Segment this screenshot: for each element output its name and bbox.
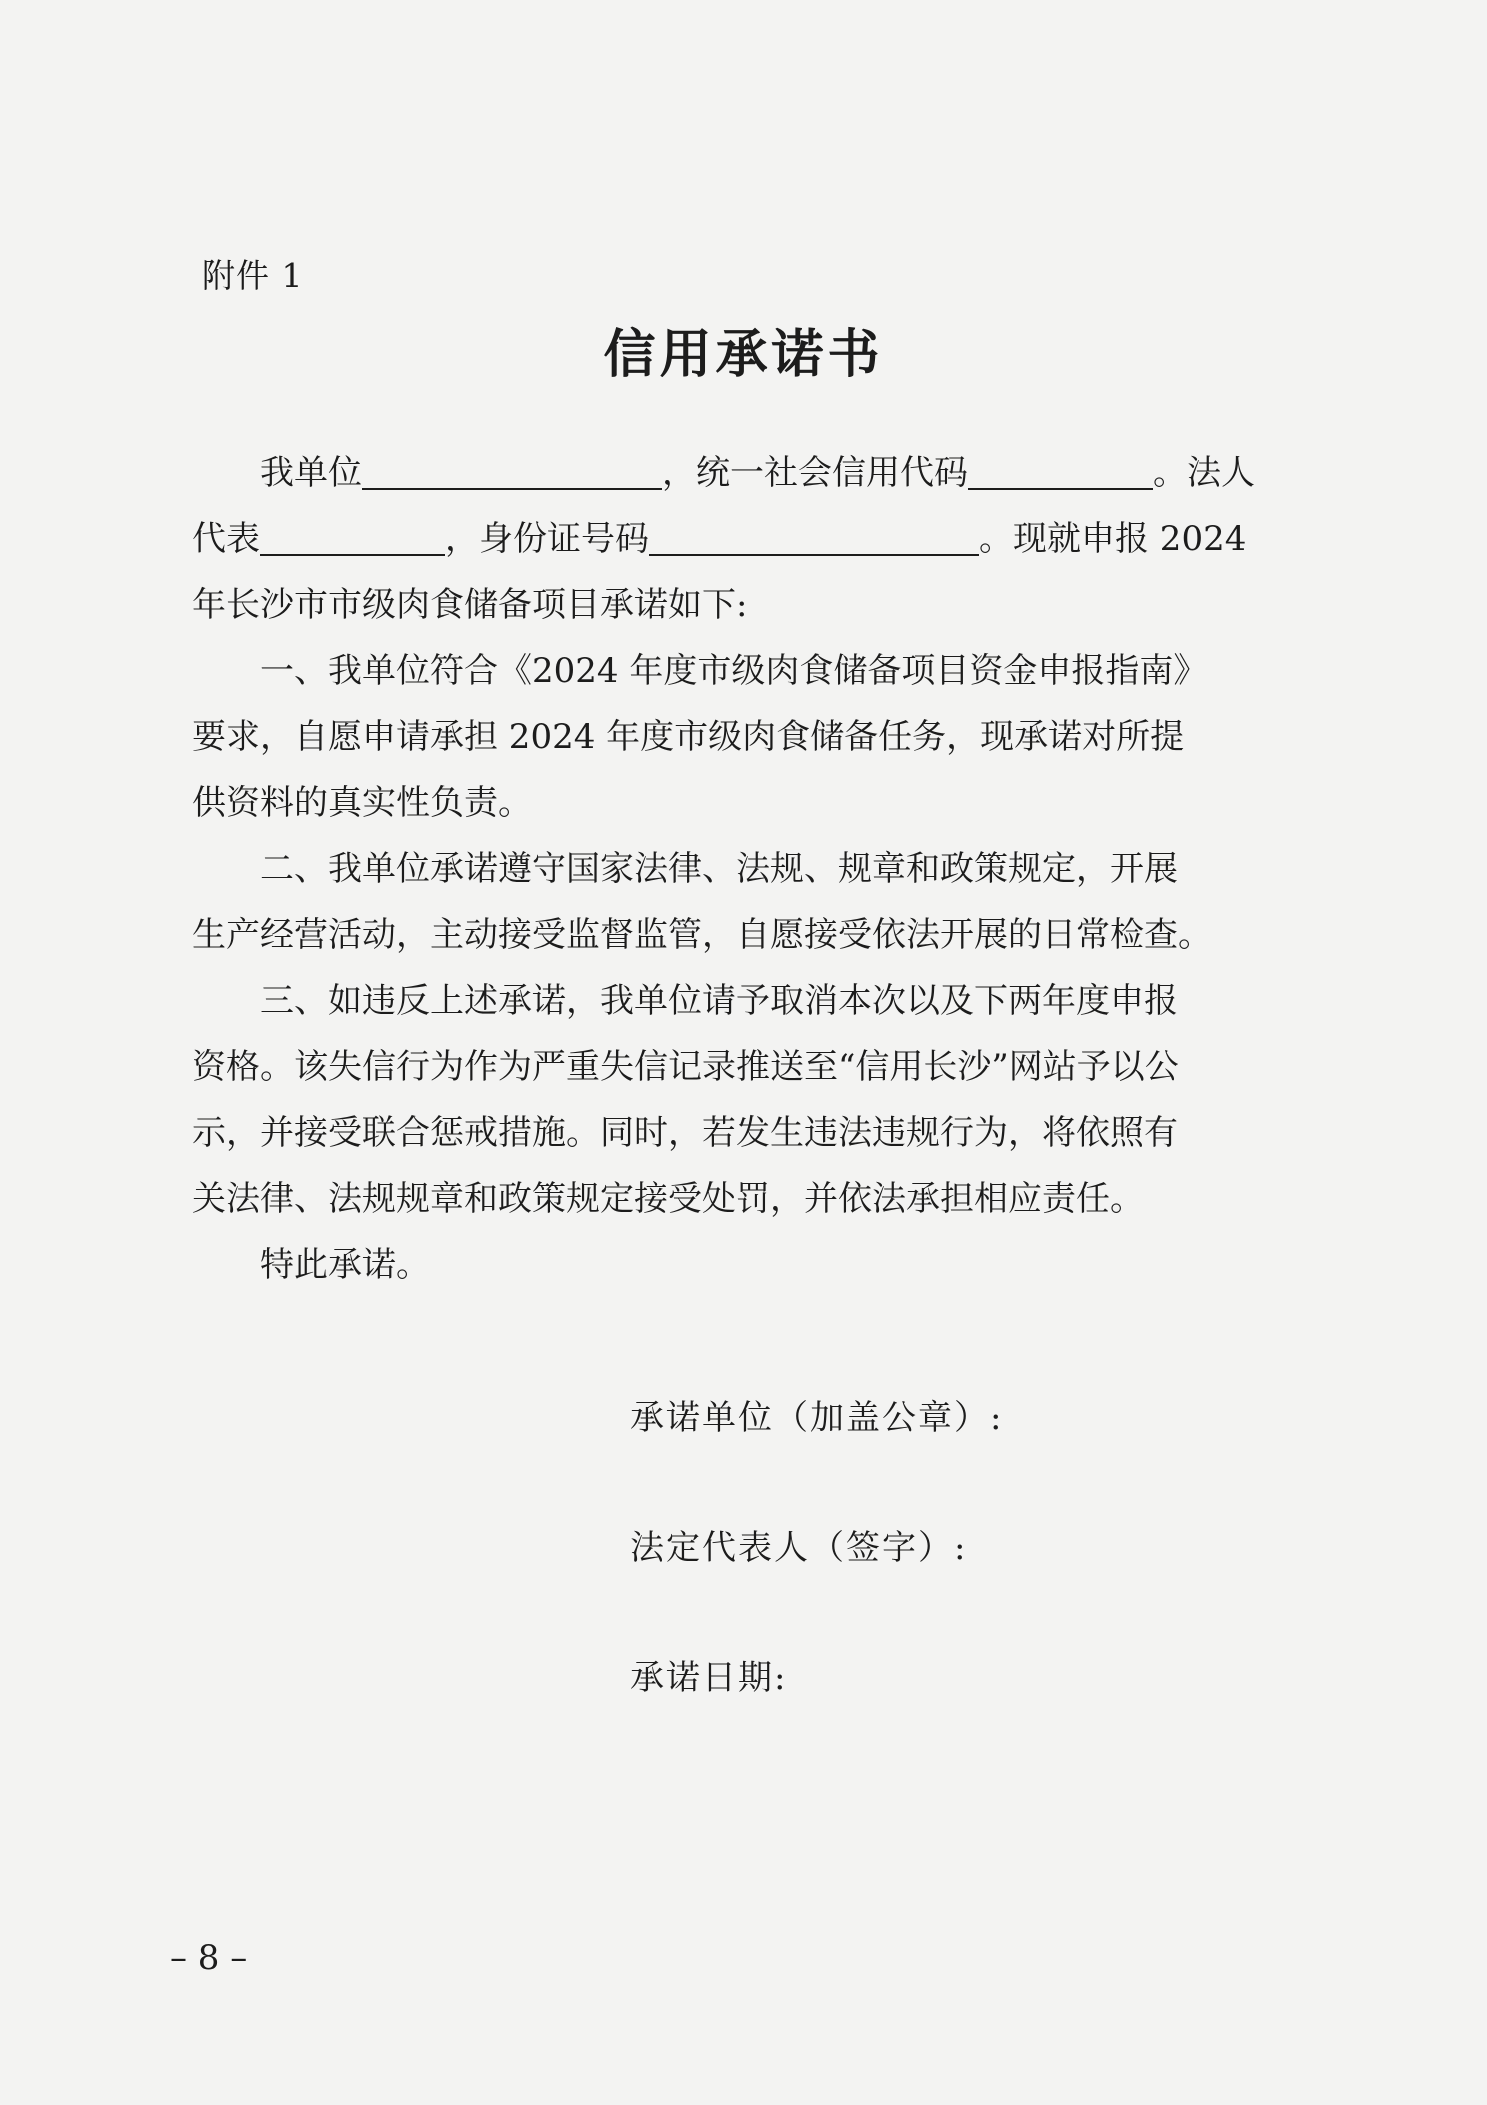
intro-text: 。现就申报 2024 [979,519,1247,559]
clause-2-line-1: 二、我单位承诺遵守国家法律、法规、规章和政策规定，开展 [260,849,1178,889]
closing-line: 特此承诺。 [260,1245,430,1285]
signature-unit: 承诺单位（加盖公章）: [630,1398,1004,1438]
clause-3-line-2: 资格。该失信行为作为严重失信记录推送至“信用长沙”网站予以公 [192,1047,1179,1087]
clause-2-line-2: 生产经营活动，主动接受监督监管，自愿接受依法开展的日常检查。 [192,915,1212,955]
intro-text: ，统一社会信用代码 [662,453,968,493]
credit-code-blank [968,454,1153,490]
attachment-label: 附件 1 [202,256,304,295]
clause-3-line-4: 关法律、法规规章和政策规定接受处罚，并依法承担相应责任。 [192,1179,1144,1219]
clause-1-line-3: 供资料的真实性负责。 [192,783,532,823]
unit-name-blank [362,454,662,490]
legal-rep-blank [260,520,445,556]
intro-text: ，身份证号码 [445,519,649,559]
clause-1-line-2: 要求，自愿申请承担 2024 年度市级肉食储备任务，现承诺对所提 [192,717,1185,757]
intro-line-3: 年长沙市市级肉食储备项目承诺如下: [192,585,748,625]
intro-line-1 [192,440,1292,506]
intro-line-2 [192,506,1292,572]
id-number-blank [649,520,979,556]
signature-legal-rep: 法定代表人（签字）: [630,1528,968,1568]
document-body [192,440,1292,1298]
intro-text: 我单位 [260,453,362,493]
document-title: 信用承诺书 [603,324,884,385]
signature-date: 承诺日期: [630,1658,788,1698]
clause-1-line-1: 一、我单位符合《2024 年度市级肉食储备项目资金申报指南》 [260,651,1208,691]
clause-3-line-1: 三、如违反上述承诺，我单位请予取消本次以及下两年度申报 [260,981,1178,1021]
intro-text: 代表 [192,519,260,559]
clause-3-line-3: 示，并接受联合惩戒措施。同时，若发生违法违规行为，将依照有 [192,1113,1178,1153]
page-number: – 8 – [170,1938,248,1978]
intro-text: 。法人 [1153,453,1255,493]
